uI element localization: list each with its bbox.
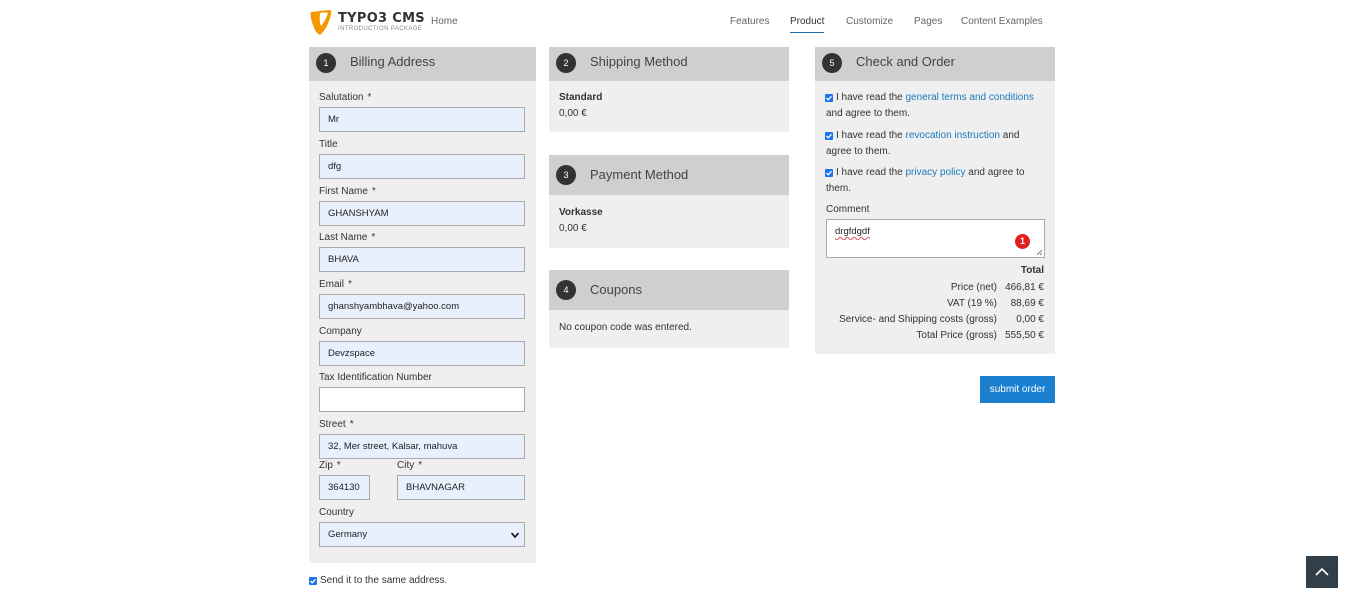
check-order-title: Check and Order — [856, 54, 955, 69]
payment-method-header — [549, 155, 789, 195]
nav-product[interactable]: Product — [790, 16, 824, 33]
step-number-5: 5 — [822, 53, 842, 73]
company-label: Company — [319, 326, 362, 337]
site-header — [0, 0, 1351, 44]
country-selected-value: Germany — [328, 529, 368, 540]
country-label: Country — [319, 507, 355, 518]
logo-subtitle: INTRODUCTION PACKAGE — [338, 26, 423, 32]
tax-id-field[interactable] — [319, 387, 525, 412]
privacy-text: I have read the privacy policy and agree to them. — [826, 167, 1025, 194]
total-price-label: Total Price (gross) — [916, 330, 997, 341]
vat-label: VAT (19 %) — [946, 298, 997, 309]
shipping-method-panel — [549, 47, 789, 132]
last-name-label: Last Name * — [319, 232, 376, 243]
city-field[interactable]: BHAVNAGAR — [397, 475, 525, 500]
back-to-top-button[interactable] — [1306, 556, 1338, 588]
street-label: Street * — [319, 419, 354, 430]
salutation-label: Salutation * — [319, 92, 372, 103]
coupons-message: No coupon code was entered. — [559, 322, 692, 333]
payment-method-price: 0,00 € — [559, 223, 587, 234]
comment-label: Comment — [826, 204, 870, 215]
price-net-value: 466,81 € — [1005, 282, 1044, 293]
vat-value: 88,69 € — [1010, 298, 1044, 309]
first-name-label: First Name * — [319, 186, 376, 197]
nav-customize[interactable]: Customize — [846, 16, 894, 27]
coupons-header — [549, 270, 789, 310]
privacy-link[interactable]: privacy policy — [905, 167, 966, 178]
same-address-checkbox[interactable] — [309, 577, 317, 585]
chevron-up-icon — [1306, 556, 1338, 588]
logo-title: TYPO3 CMS — [338, 11, 425, 26]
comment-text: drgfdgdf — [835, 226, 870, 237]
nav-pages[interactable]: Pages — [914, 16, 943, 27]
total-price-value: 555,50 € — [1005, 330, 1044, 341]
zip-label: Zip * — [319, 460, 341, 471]
coupons-panel — [549, 270, 789, 348]
city-label: City * — [397, 460, 423, 471]
last-name-field[interactable]: BHAVA — [319, 247, 525, 272]
payment-method-title: Payment Method — [590, 167, 689, 182]
payment-method-name: Vorkasse — [559, 207, 603, 218]
terms-link[interactable]: general terms and conditions — [905, 92, 1034, 103]
billing-address-title: Billing Address — [350, 54, 436, 69]
payment-method-panel — [549, 155, 789, 248]
revocation-text: I have read the revocation instruction and agree to them. — [826, 130, 1020, 157]
check-order-header — [815, 47, 1055, 81]
shipping-method-price: 0,00 € — [559, 108, 587, 119]
step-number-2: 2 — [556, 53, 576, 73]
price-net-label: Price (net) — [950, 282, 997, 293]
step-number-3: 3 — [556, 165, 576, 185]
nav-content-examples[interactable]: Content Examples — [961, 16, 1043, 27]
check-order-panel — [815, 47, 1055, 354]
submit-order-button[interactable]: submit order — [980, 376, 1055, 403]
typo3-logo[interactable] — [309, 8, 425, 36]
terms-text: I have read the general terms and conditions and agree to them. — [826, 92, 1034, 119]
checkmark-icon — [309, 577, 317, 585]
resize-handle-icon[interactable] — [1036, 249, 1043, 256]
title-field[interactable]: dfg — [319, 154, 525, 179]
step-number-1: 1 — [316, 53, 336, 73]
nav-features[interactable]: Features — [730, 16, 770, 27]
revocation-link[interactable]: revocation instruction — [905, 130, 1000, 141]
tax-id-label: Tax Identification Number — [319, 372, 432, 383]
billing-address-header — [309, 47, 536, 81]
street-field[interactable]: 32, Mer street, Kalsar, mahuva — [319, 434, 525, 459]
country-select[interactable] — [319, 522, 525, 547]
company-field[interactable]: Devzspace — [319, 341, 525, 366]
shipping-method-header — [549, 47, 789, 81]
billing-address-panel — [309, 47, 536, 563]
nav-home[interactable]: Home — [431, 16, 458, 27]
salutation-field[interactable]: Mr — [319, 107, 525, 132]
coupons-title: Coupons — [590, 282, 643, 297]
shipping-costs-value: 0,00 € — [1016, 314, 1044, 325]
spellcheck-badge[interactable]: 1 — [1015, 234, 1030, 249]
shipping-method-title: Shipping Method — [590, 54, 688, 69]
chevron-down-icon — [510, 530, 520, 540]
same-address-label: Send it to the same address. — [320, 575, 448, 586]
zip-field[interactable]: 364130 — [319, 475, 370, 500]
shipping-method-name: Standard — [559, 92, 603, 103]
total-heading: Total — [1020, 265, 1044, 276]
step-number-4: 4 — [556, 280, 576, 300]
typo3-logo-icon — [309, 8, 333, 36]
comment-textarea[interactable] — [826, 219, 1045, 258]
email-field[interactable]: ghanshyambhava@yahoo.com — [319, 294, 525, 319]
title-label: Title — [319, 139, 338, 150]
email-label: Email * — [319, 279, 352, 290]
shipping-costs-label: Service- and Shipping costs (gross) — [839, 314, 997, 325]
first-name-field[interactable]: GHANSHYAM — [319, 201, 525, 226]
